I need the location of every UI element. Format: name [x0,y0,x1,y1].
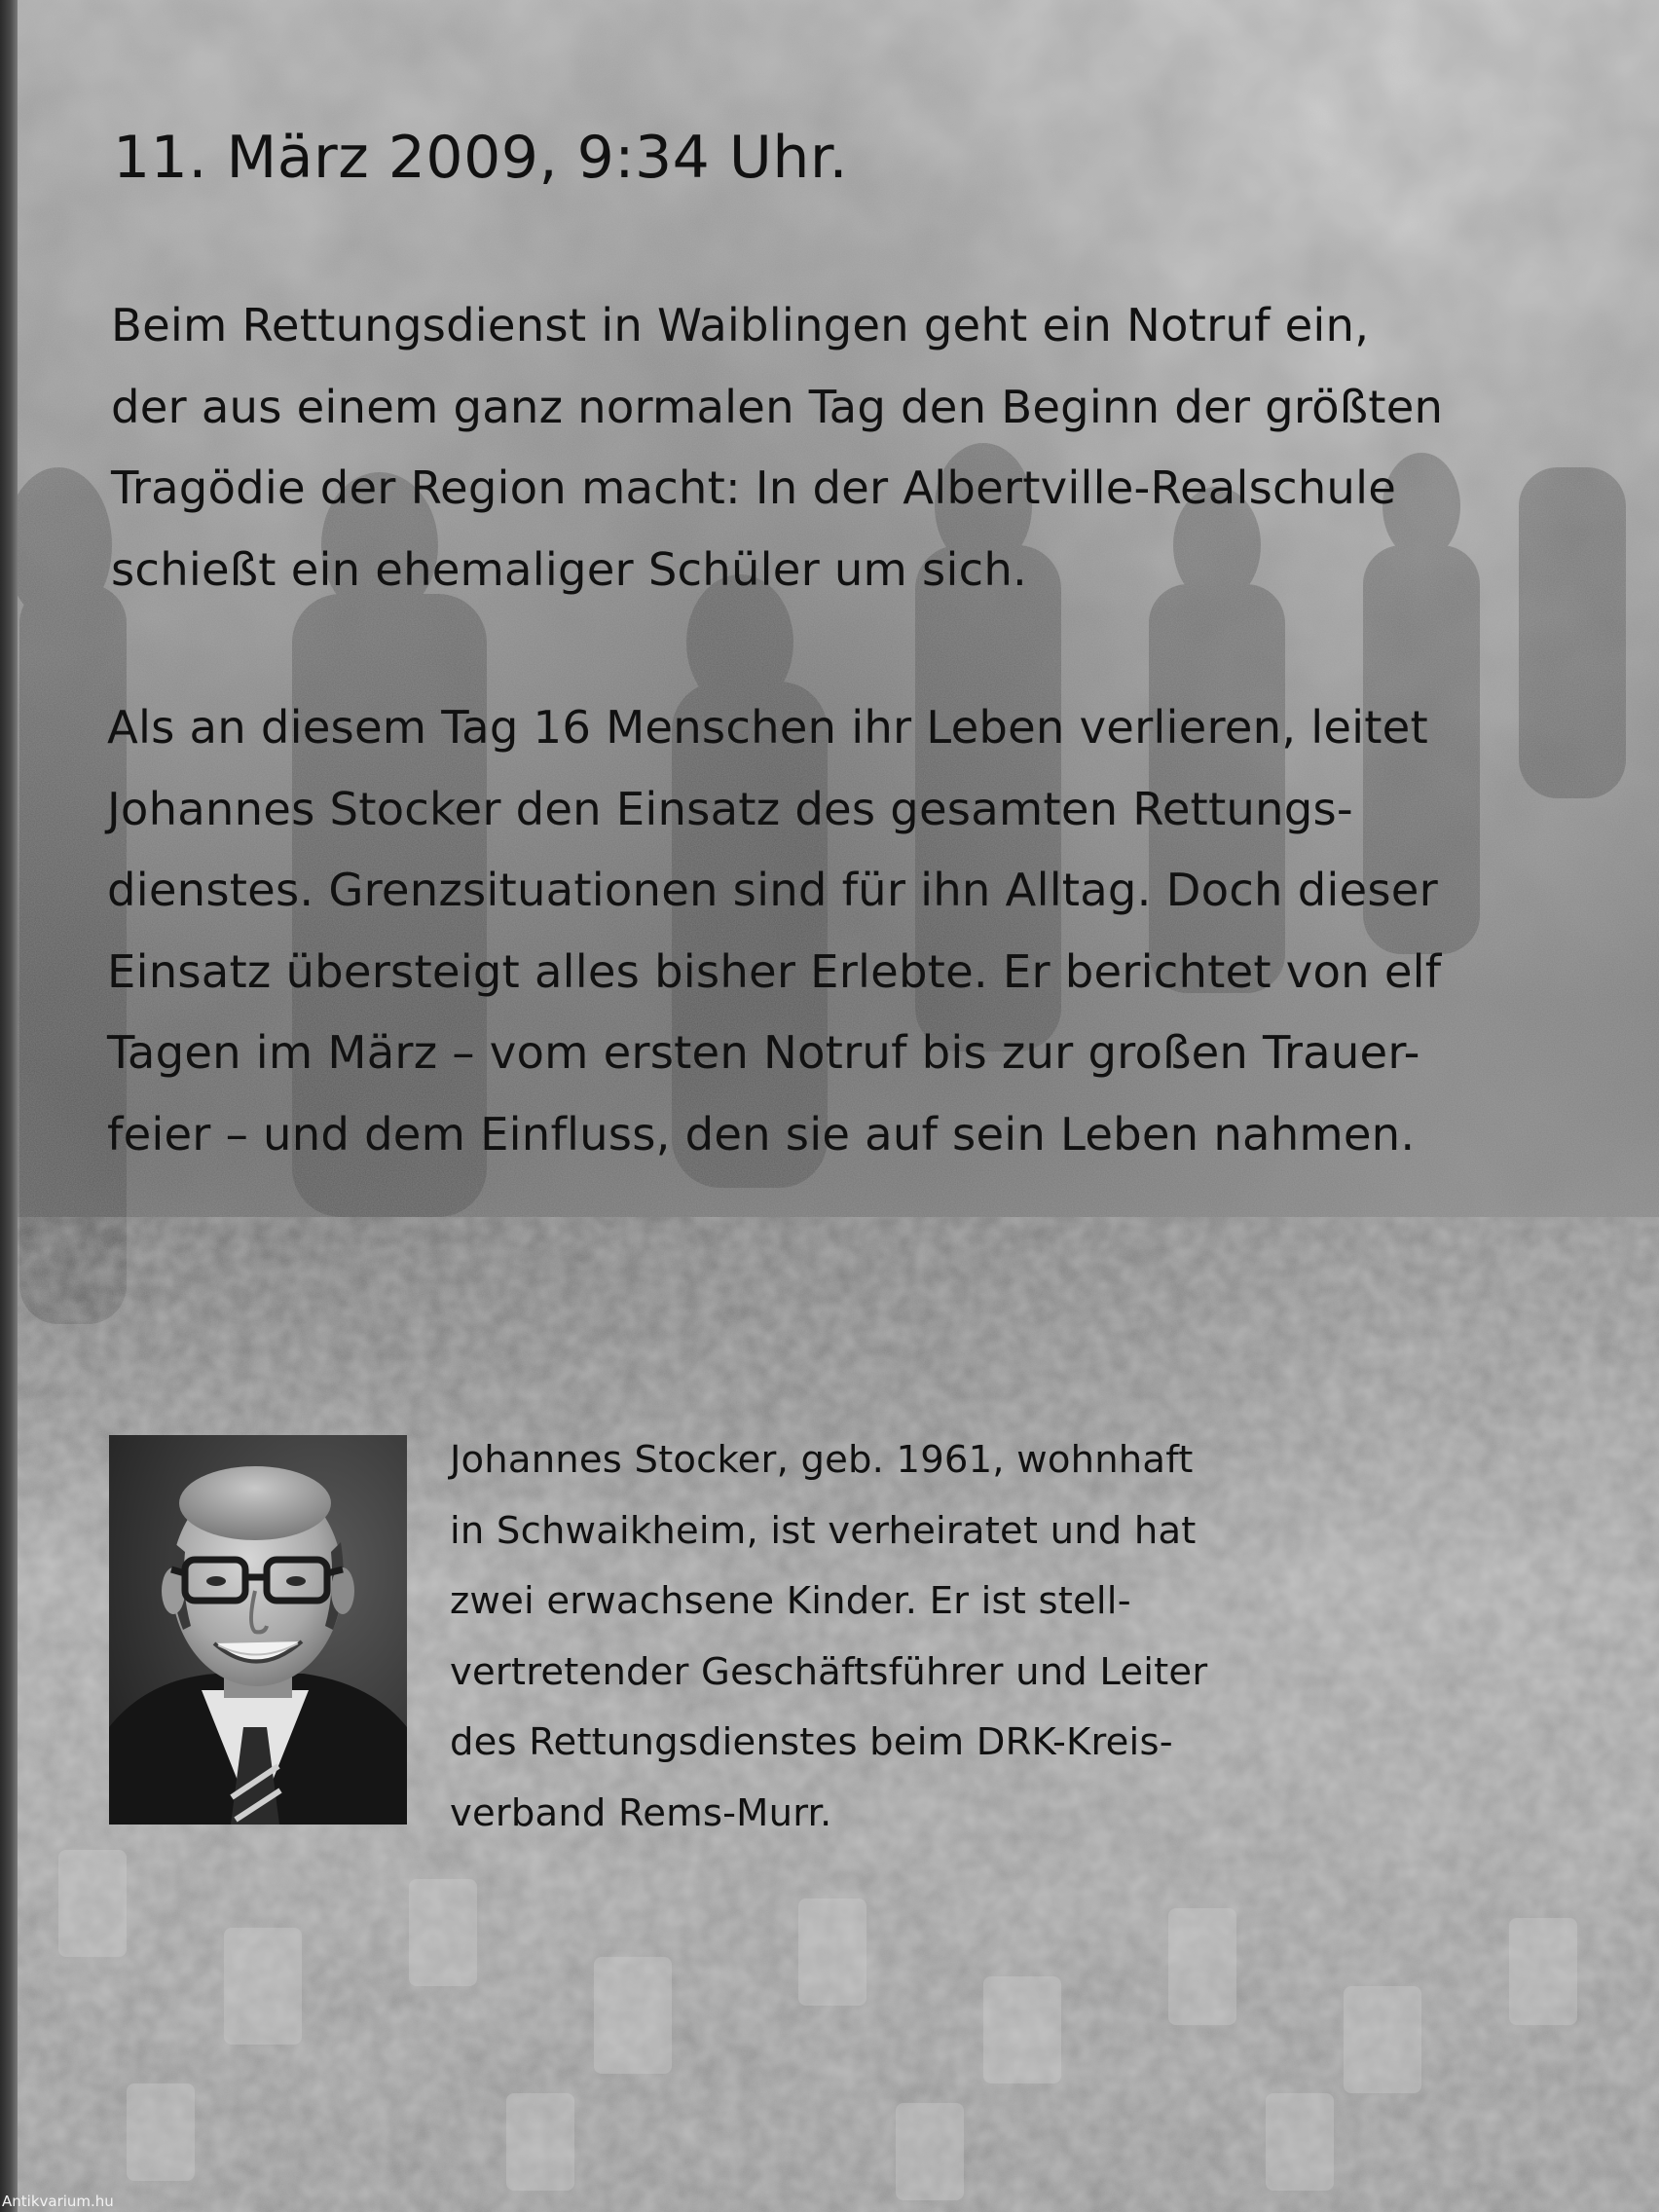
author-portrait [109,1435,407,1825]
bio-line: vertretender Geschäftsführer und Leiter [450,1649,1208,1694]
bio-line: in Schwaikheim, ist verheiratet und hat [450,1508,1197,1553]
summary-line: Tagen im März – vom ersten Notruf bis zur großen Trauer- [107,1026,1420,1079]
bio-line: Johannes Stocker, geb. 1961, wohnhaft [450,1438,1194,1482]
bio-line: verband Rems-Murr. [450,1790,832,1835]
watermark: Antikvarium.hu [2,2193,114,2210]
intro-line: Tragödie der Region macht: In der Albertville-Realschule [111,461,1397,514]
summary-line: Als an diesem Tag 16 Menschen ihr Leben verlieren, leitet [107,701,1428,754]
intro-paragraph [111,285,1443,610]
author-bio [450,1425,1207,1849]
author-photo [109,1435,407,1825]
bio-line: zwei erwachsene Kinder. Er ist stell- [450,1579,1131,1623]
book-spine-edge [0,0,18,2212]
bio-line: des Rettungsdienstes beim DRK-Kreis- [450,1720,1173,1764]
summary-line: feier – und dem Einfluss, den sie auf sein Leben nahmen. [107,1107,1416,1161]
summary-line: dienstes. Grenzsituationen sind für ihn Alltag. Doch dieser [107,864,1438,916]
intro-line: Beim Rettungsdienst in Waiblingen geht ein Notruf ein, [111,299,1370,351]
intro-line: der aus einem ganz normalen Tag den Beginn der größten [111,380,1444,433]
summary-line: Einsatz übersteigt alles bisher Erlebte. Er berichtet von elf [107,944,1442,998]
headline: 11. März 2009, 9:34 Uhr. [113,124,849,192]
summary-paragraph [107,687,1441,1175]
intro-line: schießt ein ehemaliger Schüler um sich. [111,542,1027,596]
summary-line: Johannes Stocker den Einsatz des gesamten Rettungs- [107,782,1353,835]
